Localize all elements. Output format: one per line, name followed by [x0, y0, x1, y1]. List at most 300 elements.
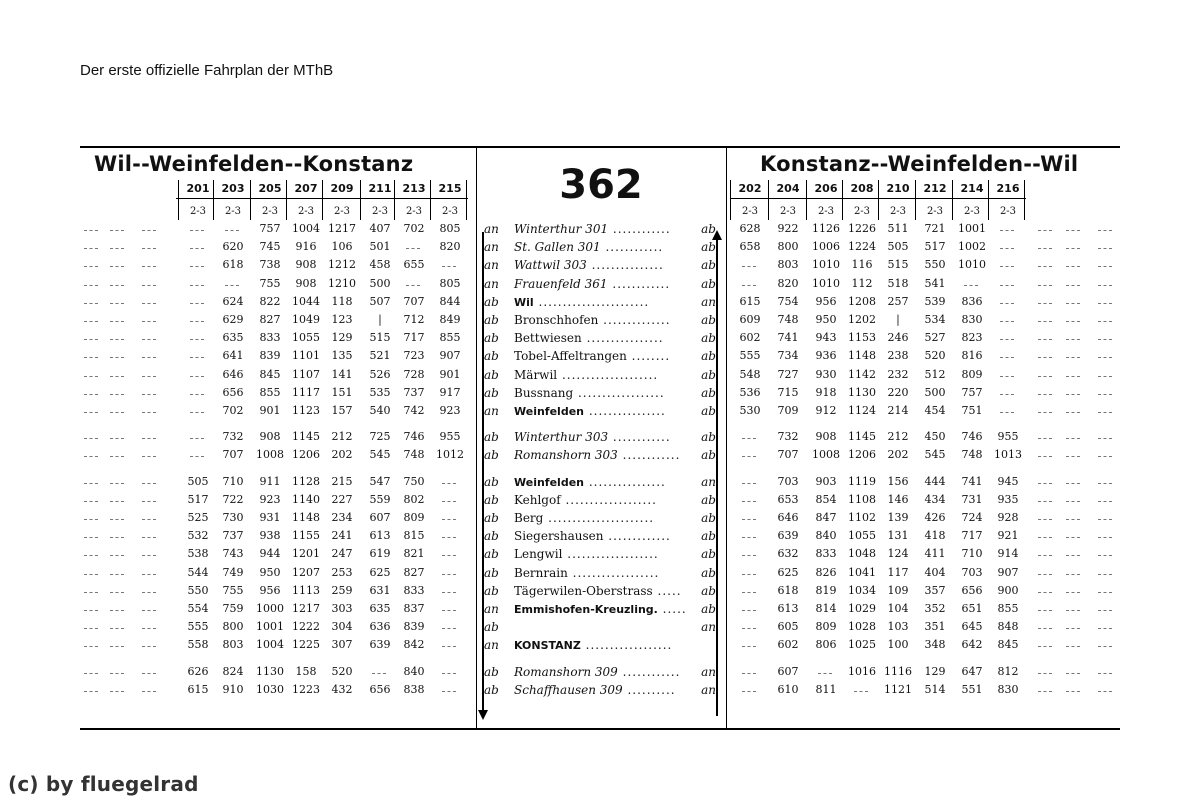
station-name: Bettwiesen — [514, 331, 582, 346]
left-train-class: 2-3 — [441, 206, 459, 217]
right-time: 715 — [777, 385, 799, 399]
right-time: 840 — [815, 529, 837, 543]
left-time: 1001 — [256, 620, 284, 634]
empty-column-dash — [1098, 357, 1112, 358]
leader-dots: ............. — [603, 529, 671, 544]
left-time: 901 — [439, 367, 461, 381]
right-time: 731 — [961, 492, 983, 506]
empty-column-dash — [84, 394, 98, 395]
left-time: 555 — [187, 620, 209, 634]
empty-column-dash — [84, 412, 98, 413]
right-train-number: 216 — [996, 182, 1020, 195]
empty-column-dash — [84, 628, 98, 629]
empty-column-dash — [1038, 438, 1052, 439]
empty-column-dash — [1038, 376, 1052, 377]
empty-cell-dash — [742, 438, 756, 439]
left-time: 158 — [295, 664, 317, 678]
leader-dots: ..... — [657, 602, 687, 616]
left-time: 1049 — [292, 313, 320, 326]
right-time: 642 — [961, 638, 983, 652]
train-column-rule — [360, 180, 361, 220]
left-train-class: 2-3 — [261, 206, 279, 217]
left-time: 618 — [222, 258, 244, 272]
left-time: 1000 — [256, 602, 284, 615]
left-time: 1008 — [256, 448, 284, 462]
right-time: 1048 — [848, 547, 876, 561]
right-time: 518 — [887, 276, 909, 290]
station-row — [484, 493, 720, 507]
right-train-number: 208 — [850, 182, 874, 195]
left-time: 707 — [403, 294, 425, 308]
train-column-rule — [730, 180, 731, 220]
right-time: 505 — [887, 240, 909, 254]
station-name: Berg — [514, 511, 544, 525]
right-time: 131 — [887, 529, 909, 543]
right-time: 511 — [887, 222, 909, 235]
empty-cell-dash — [742, 691, 756, 692]
left-time: 646 — [222, 367, 244, 381]
leader-dots: ....................... — [533, 294, 650, 309]
empty-cell-dash — [225, 285, 239, 286]
station-row — [484, 638, 720, 652]
direction-label: an — [484, 222, 499, 236]
direction-end-label: ab — [701, 367, 716, 382]
left-time: 1210 — [328, 276, 356, 290]
empty-column-dash — [1098, 483, 1112, 484]
leader-dots: ............ — [608, 430, 671, 445]
left-time: 619 — [369, 547, 391, 561]
station-row — [484, 258, 720, 272]
empty-column-dash — [1066, 646, 1080, 647]
right-time: 918 — [815, 385, 837, 399]
left-time: 822 — [259, 294, 281, 308]
empty-column-dash — [110, 248, 124, 249]
left-time: 558 — [187, 638, 209, 652]
left-time: 118 — [331, 294, 353, 308]
left-time: 1145 — [292, 430, 320, 444]
left-time: 743 — [222, 547, 244, 561]
train-column-rule — [915, 180, 916, 220]
right-time: 411 — [924, 547, 946, 561]
empty-column-dash — [110, 456, 124, 457]
left-time: 129 — [331, 331, 353, 345]
right-time: 936 — [815, 349, 837, 363]
empty-column-dash — [1098, 394, 1112, 395]
right-time: 658 — [739, 240, 761, 254]
leader-dots: ................ — [584, 404, 666, 418]
empty-column-dash — [110, 357, 124, 358]
empty-column-dash — [1038, 574, 1052, 575]
left-time: 833 — [403, 583, 425, 597]
station-row — [484, 277, 720, 291]
empty-column-dash — [142, 610, 156, 611]
right-time: 646 — [777, 511, 799, 524]
leader-dots: ............ — [617, 448, 681, 463]
right-time: 908 — [815, 430, 837, 444]
train-header-rule — [730, 198, 1026, 199]
right-time: 628 — [739, 222, 761, 235]
right-time: 1016 — [848, 664, 876, 678]
empty-column-dash — [142, 537, 156, 538]
right-time: 124 — [887, 547, 909, 561]
left-time: 639 — [369, 638, 391, 652]
right-time: 1130 — [848, 385, 876, 399]
right-time: 426 — [924, 511, 946, 524]
right-time: 246 — [887, 331, 909, 345]
right-train-class: 2-3 — [999, 206, 1017, 217]
empty-cell-dash — [190, 456, 204, 457]
left-time: 253 — [331, 565, 353, 579]
right-time: 1102 — [848, 511, 876, 524]
direction-label: ab — [484, 474, 499, 489]
empty-column-dash — [84, 357, 98, 358]
divider-right — [726, 146, 727, 730]
empty-cell-dash — [190, 376, 204, 377]
empty-column-dash — [1098, 376, 1112, 377]
right-time: 536 — [739, 385, 761, 399]
empty-column-dash — [1066, 501, 1080, 502]
left-title: Wil--Weinfelden--Konstanz — [94, 152, 414, 176]
left-time: 655 — [403, 258, 425, 272]
right-time: 1224 — [848, 240, 876, 254]
left-time: 1004 — [256, 638, 284, 652]
left-train-number: 203 — [221, 182, 245, 195]
right-time: 912 — [815, 404, 837, 417]
right-time: 921 — [997, 529, 1019, 543]
station-name: Lengwil — [514, 547, 563, 562]
caption: Der erste offizielle Fahrplan der MThB — [80, 62, 334, 79]
right-time: 156 — [887, 474, 909, 488]
empty-column-dash — [84, 339, 98, 340]
right-time: 1010 — [958, 258, 986, 272]
empty-column-dash — [110, 574, 124, 575]
empty-column-dash — [84, 230, 98, 231]
left-time: 501 — [369, 240, 391, 254]
station-row — [484, 566, 720, 580]
left-time: 545 — [369, 448, 391, 462]
left-time: 910 — [222, 682, 244, 696]
right-time: 645 — [961, 620, 983, 634]
empty-cell-dash — [190, 285, 204, 286]
left-time: 737 — [222, 529, 244, 543]
direction-end-label: an — [701, 682, 716, 697]
right-time: 816 — [961, 349, 983, 363]
empty-cell-dash — [190, 394, 204, 395]
left-time: 544 — [187, 565, 209, 579]
empty-cell-dash — [442, 555, 456, 556]
right-time: 1226 — [848, 222, 876, 235]
station-name: Frauenfeld 361 — [514, 276, 608, 291]
right-time: 615 — [739, 294, 761, 308]
left-time: 1113 — [292, 583, 320, 597]
empty-column-dash — [1038, 519, 1052, 520]
empty-column-dash — [1038, 339, 1052, 340]
station-row — [484, 529, 720, 543]
left-time: 833 — [259, 331, 281, 345]
empty-column-dash — [1066, 691, 1080, 692]
empty-column-dash — [142, 483, 156, 484]
station-row — [484, 222, 720, 236]
timetable-number: 362 — [559, 162, 643, 208]
left-time: 923 — [439, 404, 461, 417]
empty-column-dash — [142, 248, 156, 249]
left-time: 809 — [403, 511, 425, 524]
left-time: 805 — [439, 276, 461, 290]
empty-column-dash — [1066, 456, 1080, 457]
left-time: 757 — [259, 222, 281, 235]
right-time: 820 — [777, 276, 799, 290]
left-time: 234 — [331, 511, 353, 524]
right-time: 500 — [924, 385, 946, 399]
left-time: 1207 — [292, 565, 320, 579]
left-train-number: 213 — [402, 182, 426, 195]
left-time: 1206 — [292, 448, 320, 462]
direction-label: ab — [484, 682, 499, 697]
empty-column-dash — [110, 285, 124, 286]
empty-column-dash — [110, 339, 124, 340]
empty-column-dash — [142, 646, 156, 647]
right-time: 539 — [924, 294, 946, 308]
empty-cell-dash — [442, 691, 456, 692]
right-time: 806 — [815, 638, 837, 652]
right-train-class: 2-3 — [926, 206, 944, 217]
station-name: Schaffhausen 309 — [514, 682, 623, 697]
empty-cell-dash — [1000, 303, 1014, 304]
direction-end-label: an — [701, 664, 716, 679]
station-name: Bernrain — [514, 565, 568, 580]
empty-column-dash — [1038, 592, 1052, 593]
right-time: 1055 — [848, 529, 876, 543]
right-time: 811 — [815, 682, 837, 696]
station-row — [484, 620, 720, 634]
train-column-rule — [213, 180, 214, 220]
empty-cell-dash — [442, 592, 456, 593]
left-time: 702 — [222, 404, 244, 417]
empty-column-dash — [1038, 303, 1052, 304]
train-column-rule — [394, 180, 395, 220]
right-time: 514 — [924, 682, 946, 696]
empty-column-dash — [1066, 321, 1080, 322]
empty-column-dash — [1098, 537, 1112, 538]
station-row — [484, 665, 720, 679]
left-time: 931 — [259, 511, 281, 524]
direction-label: ab — [484, 349, 499, 364]
empty-cell-dash — [442, 501, 456, 502]
left-train-class: 2-3 — [224, 206, 242, 217]
divider-left — [476, 146, 477, 730]
left-time: 738 — [259, 258, 281, 272]
left-time: 916 — [295, 240, 317, 254]
left-time: 215 — [331, 474, 353, 488]
left-time: | — [378, 313, 382, 326]
left-time: 520 — [331, 664, 353, 678]
empty-column-dash — [1098, 266, 1112, 267]
left-time: 755 — [222, 583, 244, 597]
left-time: 507 — [369, 294, 391, 308]
empty-column-dash — [1066, 266, 1080, 267]
empty-column-dash — [84, 691, 98, 692]
empty-column-dash — [1038, 537, 1052, 538]
empty-column-dash — [142, 456, 156, 457]
empty-column-dash — [142, 691, 156, 692]
empty-column-dash — [110, 592, 124, 593]
left-time: 247 — [331, 547, 353, 561]
empty-column-dash — [110, 394, 124, 395]
right-time: 1148 — [848, 349, 876, 363]
left-time: 629 — [222, 313, 244, 326]
leader-dots: ................... — [560, 492, 657, 507]
direction-label: ab — [484, 547, 499, 562]
left-time: 547 — [369, 474, 391, 488]
left-time: 901 — [259, 404, 281, 417]
right-time: 1010 — [812, 276, 840, 290]
right-time: 602 — [739, 331, 761, 345]
empty-column-dash — [1098, 321, 1112, 322]
right-time: 1002 — [958, 240, 986, 254]
left-time: 712 — [403, 313, 425, 326]
left-time: 855 — [259, 385, 281, 399]
right-time: 1029 — [848, 602, 876, 615]
left-time: 837 — [403, 602, 425, 615]
right-time: 444 — [924, 474, 946, 488]
left-train-class: 2-3 — [189, 206, 207, 217]
direction-label: ab — [484, 385, 499, 400]
empty-column-dash — [1098, 248, 1112, 249]
left-time: 1101 — [292, 349, 320, 363]
empty-column-dash — [1066, 574, 1080, 575]
right-time: 618 — [777, 583, 799, 597]
train-column-rule — [988, 180, 989, 220]
right-time: 238 — [887, 349, 909, 363]
right-time: 727 — [777, 367, 799, 381]
empty-cell-dash — [190, 303, 204, 304]
empty-column-dash — [1038, 266, 1052, 267]
leader-dots: .................. — [573, 385, 665, 400]
empty-column-dash — [1066, 673, 1080, 674]
direction-label: ab — [484, 511, 499, 525]
right-time: 212 — [887, 430, 909, 444]
left-time: 521 — [369, 349, 391, 363]
right-time: 1006 — [812, 240, 840, 254]
direction-end-label: an — [701, 474, 716, 489]
empty-column-dash — [84, 646, 98, 647]
left-time: 123 — [331, 313, 353, 326]
left-time: 845 — [259, 367, 281, 381]
right-time: 418 — [924, 529, 946, 543]
empty-column-dash — [110, 483, 124, 484]
right-time: 741 — [961, 474, 983, 488]
left-time: 803 — [222, 638, 244, 652]
left-time: 620 — [222, 240, 244, 254]
left-time: 635 — [222, 331, 244, 345]
empty-column-dash — [1098, 691, 1112, 692]
right-time: 854 — [815, 492, 837, 506]
empty-column-dash — [1066, 303, 1080, 304]
left-time: 844 — [439, 294, 461, 308]
empty-cell-dash — [742, 266, 756, 267]
left-time: 938 — [259, 529, 281, 543]
empty-column-dash — [1066, 555, 1080, 556]
right-time: 517 — [924, 240, 946, 254]
left-train-number: 209 — [330, 182, 354, 195]
leader-dots: ............ — [608, 222, 671, 236]
train-column-rule — [1024, 180, 1025, 220]
left-time: 607 — [369, 511, 391, 524]
left-time: 559 — [369, 492, 391, 506]
direction-label: ab — [484, 331, 499, 346]
right-time: 434 — [924, 492, 946, 506]
left-time: 1128 — [292, 474, 320, 488]
left-time: 1223 — [292, 682, 320, 696]
empty-column-dash — [84, 483, 98, 484]
station-row — [484, 602, 720, 616]
empty-cell-dash — [854, 691, 868, 692]
left-time: 728 — [403, 367, 425, 381]
empty-cell-dash — [1000, 285, 1014, 286]
right-time: 139 — [887, 511, 909, 524]
left-time: 656 — [369, 682, 391, 696]
left-time: 1212 — [328, 258, 356, 272]
left-time: 805 — [439, 222, 461, 235]
right-time: 1025 — [848, 638, 876, 652]
left-time: 636 — [369, 620, 391, 634]
empty-column-dash — [1038, 248, 1052, 249]
left-time: 748 — [403, 448, 425, 462]
direction-label: ab — [484, 448, 499, 463]
empty-column-dash — [110, 230, 124, 231]
empty-column-dash — [84, 537, 98, 538]
empty-column-dash — [142, 285, 156, 286]
right-time: 757 — [961, 385, 983, 399]
right-time: 800 — [777, 240, 799, 254]
train-column-rule — [878, 180, 879, 220]
station-row — [484, 313, 720, 327]
empty-cell-dash — [742, 483, 756, 484]
right-train-class: 2-3 — [889, 206, 907, 217]
empty-column-dash — [1066, 357, 1080, 358]
left-time: 526 — [369, 367, 391, 381]
left-time: 259 — [331, 583, 353, 597]
empty-cell-dash — [964, 285, 978, 286]
station-name: Weinfelden — [514, 405, 584, 418]
station-row — [484, 547, 720, 561]
right-time: 129 — [924, 664, 946, 678]
empty-cell-dash — [742, 501, 756, 502]
right-time: 746 — [961, 430, 983, 444]
right-time: 104 — [887, 602, 909, 615]
leader-dots: ............ — [617, 664, 681, 679]
empty-column-dash — [84, 501, 98, 502]
right-time: 541 — [924, 276, 946, 290]
station-name: Tobel-Affeltrangen — [514, 349, 627, 364]
left-time: 950 — [259, 565, 281, 579]
right-time: 548 — [739, 367, 761, 381]
right-time: 109 — [887, 583, 909, 597]
station-name: Winterthur 303 — [514, 430, 609, 445]
left-time: 908 — [295, 276, 317, 290]
right-time: 352 — [924, 602, 946, 615]
right-time: 1013 — [994, 448, 1022, 462]
empty-cell-dash — [442, 646, 456, 647]
left-time: 707 — [222, 448, 244, 462]
left-time: 745 — [259, 240, 281, 254]
station-row — [484, 331, 720, 345]
empty-cell-dash — [742, 285, 756, 286]
right-time: 112 — [851, 276, 873, 290]
left-time: 1107 — [292, 367, 320, 381]
left-time: 538 — [187, 547, 209, 561]
left-time: 730 — [222, 511, 244, 524]
